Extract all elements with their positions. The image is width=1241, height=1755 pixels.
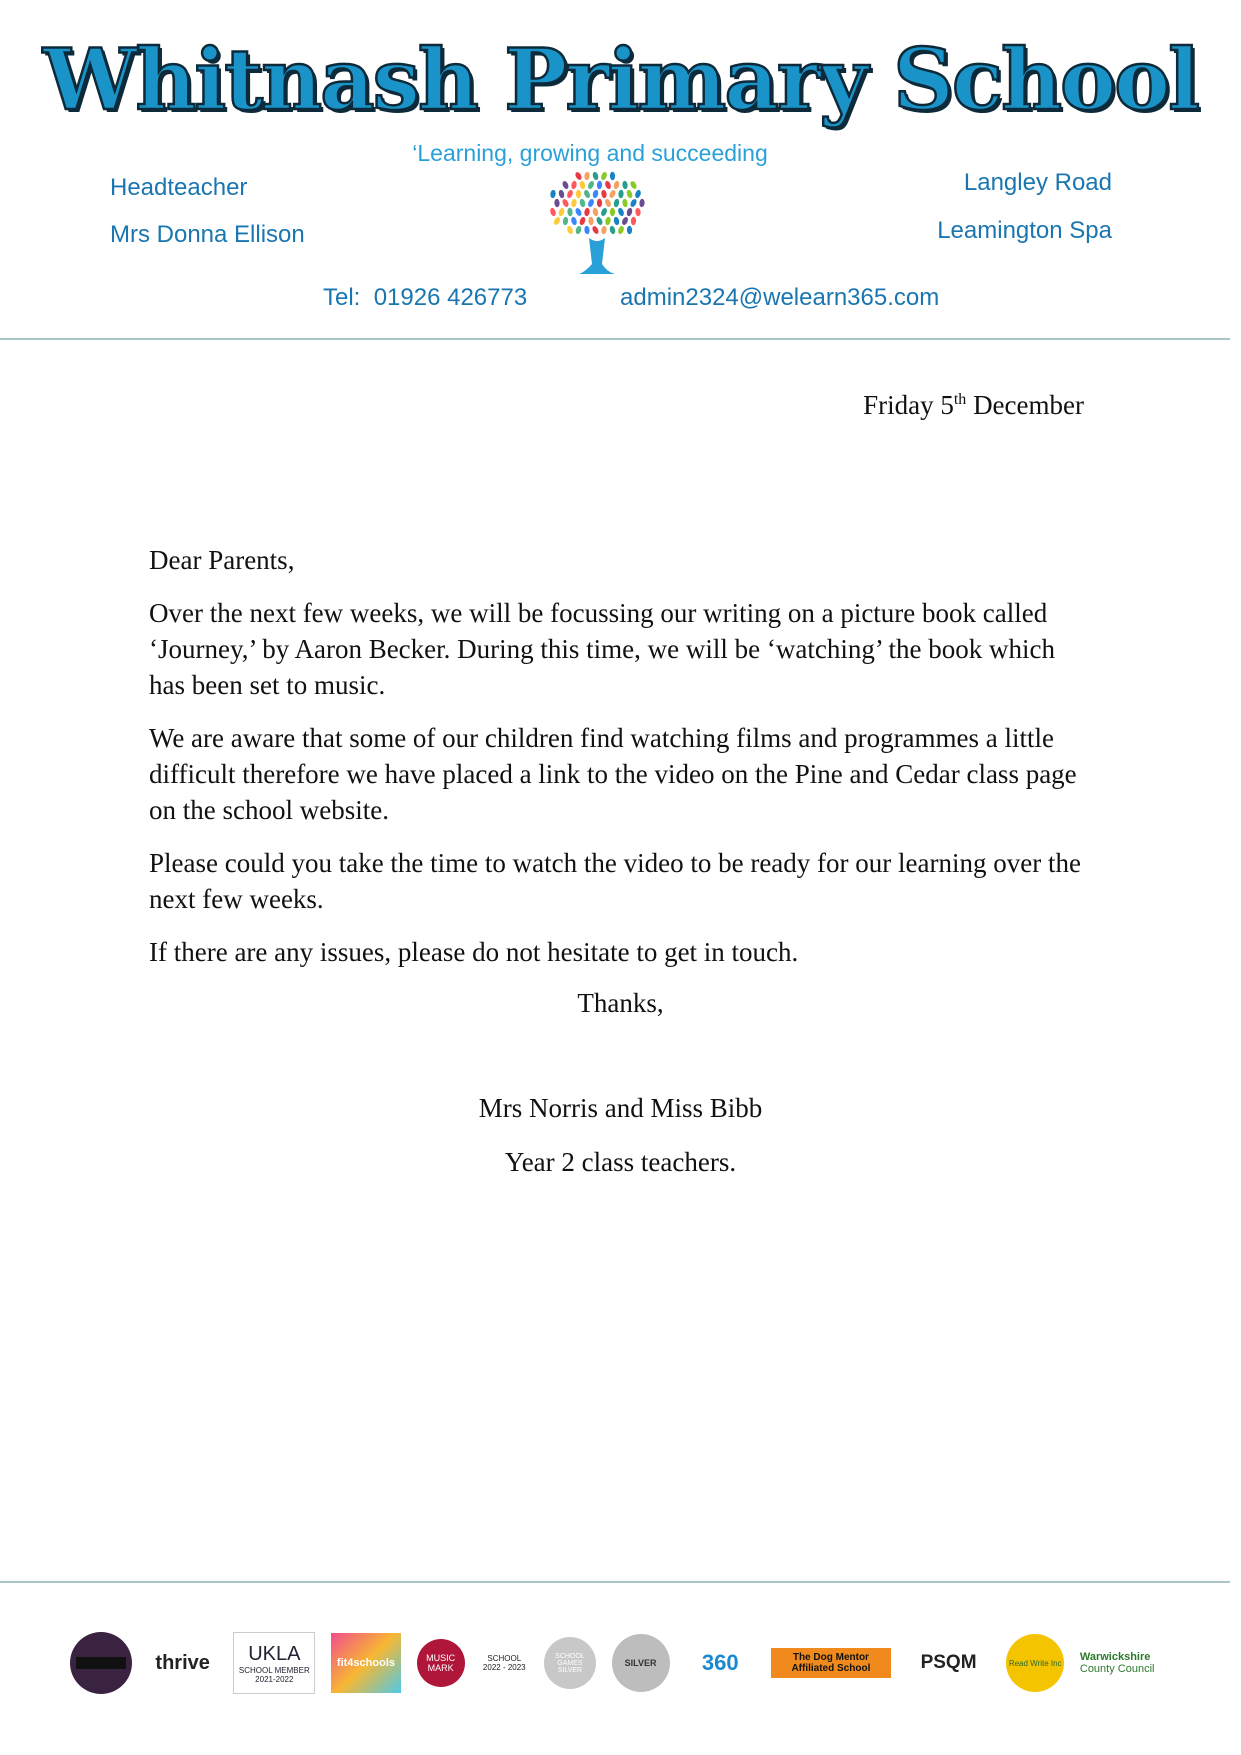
- email-address: admin2324@welearn365.com: [620, 284, 940, 311]
- tree-leaf: [617, 207, 625, 217]
- tree-leaf: [570, 216, 577, 226]
- tree-leaf: [553, 216, 562, 226]
- tree-leaf: [634, 189, 642, 199]
- tree-leaf: [613, 180, 620, 190]
- headteacher-label: Headteacher: [110, 174, 248, 201]
- signatory-role: Year 2 class teachers.: [504, 1147, 737, 1177]
- tree-leaf: [591, 225, 600, 235]
- warwickshire-line-1: Warwickshire: [1079, 1651, 1151, 1663]
- tree-leaf: [635, 207, 641, 216]
- letter-date: [863, 390, 1084, 421]
- school-tagline: ‘Learning, growing and succeeding: [412, 140, 768, 166]
- tree-leaf: [558, 189, 565, 198]
- telephone: [323, 284, 527, 312]
- headteacher-name: Mrs Donna Ellison: [110, 221, 305, 248]
- tree-leaf: [622, 181, 628, 190]
- school-games-silver-logo: [544, 1637, 596, 1689]
- paragraph-2: We are aware that some of our children find watching films and programmes a little difficult therefore we have placed a link to the video on the Pine and Cedar class page on the school website.: [149, 723, 1077, 825]
- tree-leaf: [622, 198, 628, 207]
- tree-leaf: [571, 180, 578, 189]
- dog-mentor-line-2: Affiliated School: [791, 1663, 871, 1674]
- school-games-text: SCHOOL GAMES: [555, 1652, 585, 1667]
- tree-leaf: [584, 226, 590, 235]
- signatories: Mrs Norris and Miss Bibb: [478, 1093, 763, 1123]
- tree-leaf: [613, 198, 620, 207]
- tree-leaf: [584, 172, 590, 181]
- closing: Thanks,: [577, 988, 664, 1018]
- tree-leaf: [587, 198, 595, 208]
- tree-leaf: [618, 190, 624, 199]
- tree-leaf: [597, 181, 603, 190]
- tree-leaf: [588, 217, 594, 226]
- tree-leaf: [558, 207, 566, 217]
- tree-leaf: [550, 189, 556, 198]
- tree-leaf: [576, 190, 581, 198]
- tree-leaf: [609, 225, 616, 235]
- tree-leaf: [567, 208, 573, 217]
- ukla-logo: [233, 1632, 315, 1694]
- tree-leaf: [597, 199, 602, 207]
- letter-body: [149, 542, 1094, 987]
- accreditation-logos: [70, 1618, 1190, 1708]
- ukla-member: SCHOOL MEMBER: [238, 1665, 310, 1675]
- tree-leaf: [566, 225, 574, 235]
- thrive-logo: thrive: [155, 1651, 210, 1674]
- tree-leaf: [605, 216, 612, 225]
- date-day: Friday 5: [863, 390, 954, 420]
- tree-leaf: [575, 225, 582, 235]
- safe-active-silver-logo: SILVER: [612, 1634, 670, 1692]
- school-name-logo: Whitnash Primary School: [42, 30, 1199, 129]
- psqm-logo: PSQM: [920, 1652, 977, 1673]
- tree-leaf: [574, 171, 583, 181]
- tree-leaf: [554, 199, 560, 208]
- tree-leaf: [621, 216, 629, 226]
- tree-leaf: [592, 207, 599, 216]
- tree-leaf: [629, 198, 638, 208]
- tree-leaf: [613, 216, 620, 225]
- music-mark-logo: MUSIC MARK: [417, 1639, 465, 1687]
- tree-leaf: [604, 198, 612, 208]
- paragraph-1: Over the next few weeks, we will be focussing our writing on a picture book called ‘Journey,’ by Aaron Becker. During this time, we will be ‘watching’ the book which has been set to music.: [149, 598, 1056, 700]
- three-sixty-safe-logo: 360: [701, 1650, 739, 1675]
- ukla-title: UKLA: [248, 1642, 301, 1665]
- date-month: December: [973, 390, 1084, 420]
- music-mark-school: SCHOOL: [487, 1654, 522, 1663]
- tree-leaf: [627, 226, 632, 235]
- tree-logo-icon: [545, 168, 649, 276]
- tree-leaf: [600, 171, 608, 181]
- date-suffix: th: [953, 391, 967, 408]
- tree-leaf: [604, 180, 612, 190]
- tree-leaf: [610, 208, 615, 216]
- tree-leaf: [549, 207, 557, 217]
- paragraph-3: Please could you take the time to watch the video to be ready for our learning over the next few weeks.: [149, 848, 1081, 914]
- tel-number: 01926 426773: [373, 284, 528, 311]
- ukla-years: 2021-2022: [255, 1674, 294, 1684]
- tree-leaf: [561, 180, 569, 190]
- silver-text: SILVER: [557, 1666, 583, 1674]
- tree-leaf: [592, 189, 599, 198]
- footer-divider: [0, 1581, 1230, 1583]
- read-write-inc-logo: Read Write Inc: [1006, 1634, 1064, 1692]
- award-badge-logo: [70, 1632, 132, 1694]
- tree-leaf: [587, 180, 595, 190]
- tree-leaf: [595, 216, 603, 226]
- music-mark-school-logo: [480, 1639, 528, 1687]
- tree-leaf: [600, 207, 608, 217]
- tree-leaf: [601, 189, 608, 198]
- tree-leaf: [592, 171, 599, 181]
- dog-mentor-logo: [771, 1648, 891, 1678]
- address-line-1: Langley Road: [963, 169, 1112, 196]
- tree-leaf: [579, 198, 586, 207]
- tree-leaf: [639, 199, 645, 208]
- salutation: Dear Parents,: [149, 545, 295, 575]
- header-divider: [0, 338, 1230, 340]
- tree-leaf: [566, 189, 574, 199]
- tree-leaf: [601, 226, 607, 235]
- tree-leaf: [626, 207, 633, 216]
- fit-schools-logo: fit4schools: [331, 1633, 401, 1693]
- warwickshire-council-logo: [1080, 1643, 1190, 1683]
- tree-leaf: [571, 198, 577, 207]
- paragraph-4: If there are any issues, please do not hesitate to get in touch.: [149, 937, 799, 967]
- warwickshire-line-2: County Council: [1079, 1663, 1155, 1675]
- tree-leaf: [574, 207, 582, 217]
- tree-leaf: [608, 189, 616, 199]
- music-mark-years: 2022 - 2023: [482, 1663, 526, 1672]
- tree-leaf: [610, 172, 615, 181]
- tree-leaf: [631, 217, 636, 226]
- address-line-2: Leamington Spa: [937, 217, 1112, 244]
- tree-leaf: [579, 180, 586, 189]
- tree-leaf: [583, 189, 591, 199]
- tree-leaf: [561, 198, 570, 208]
- tree-leaf: [584, 207, 591, 216]
- tel-label: Tel:: [323, 284, 361, 311]
- tree-leaf: [579, 216, 587, 226]
- tree-leaf: [629, 180, 638, 190]
- tree-leaf: [562, 217, 568, 226]
- tree-leaf: [626, 189, 634, 199]
- dog-mentor-line-1: The Dog Mentor: [792, 1652, 869, 1663]
- tree-leaf: [617, 225, 625, 235]
